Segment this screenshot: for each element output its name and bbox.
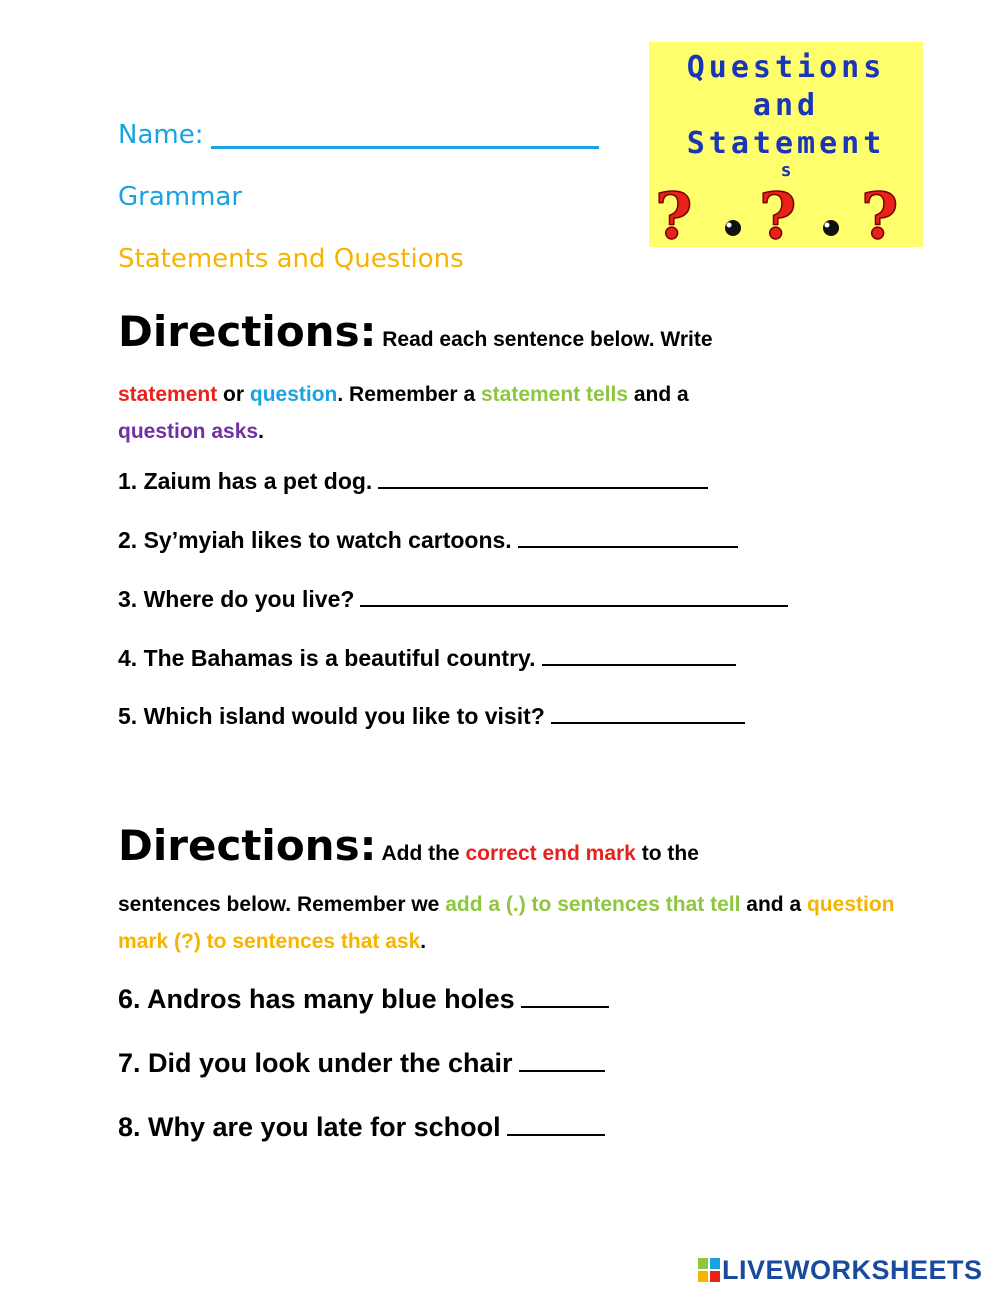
directions-2-text-b: to the	[641, 842, 699, 865]
topic-label: Statements and Questions	[118, 244, 464, 274]
answer-blank-7[interactable]	[519, 1052, 605, 1072]
logo-line-3: Statement	[686, 126, 886, 161]
directions-1-period: .	[258, 420, 264, 443]
item-5-text: 5. Which island would you like to visit?	[118, 703, 545, 729]
answer-blank-6[interactable]	[521, 988, 609, 1008]
directions-1	[118, 308, 878, 364]
question-marks-icon	[649, 180, 923, 247]
answer-blank-8[interactable]	[507, 1116, 605, 1136]
svg-text:?: ?	[655, 180, 693, 247]
directions-2-text-a: Add the	[381, 842, 460, 865]
directions-2	[118, 822, 878, 878]
directions-1-text-a: Read each sentence below. Write	[382, 328, 713, 351]
answer-blank-5[interactable]	[551, 704, 745, 724]
item-1-text: 1. Zaium has a pet dog.	[118, 468, 373, 494]
svg-text:?: ?	[861, 180, 899, 247]
directions-2-body	[118, 886, 908, 960]
list-item	[118, 703, 745, 730]
item-4-text: 4. The Bahamas is a beautiful country.	[118, 645, 536, 671]
item-2-text: 2. Sy’myiah likes to watch cartoons.	[118, 527, 512, 553]
word-statement: statement	[118, 383, 218, 406]
directions-1-heading: Directions:	[118, 307, 377, 356]
list-item	[118, 1112, 605, 1143]
list-item	[118, 586, 788, 613]
liveworksheets-brand	[698, 1255, 983, 1286]
svg-text:?: ?	[759, 180, 797, 247]
list-item	[118, 527, 738, 554]
correct-end-mark: correct end mark	[465, 842, 636, 865]
answer-blank-1[interactable]	[378, 469, 708, 489]
logo-line-1: Questions	[686, 50, 886, 85]
name-row	[118, 120, 599, 150]
question-mark-rule: question mark (?) to sentences that ask	[118, 893, 895, 953]
directions-2-text-c: sentences below. Remember we	[118, 893, 440, 916]
answer-blank-4[interactable]	[542, 646, 736, 666]
logo-line-4: s	[780, 160, 792, 181]
directions-1-body	[118, 376, 878, 450]
directions-2-period: .	[420, 930, 427, 953]
item-6-text: 6. Andros has many blue holes	[118, 984, 515, 1014]
answer-blank-3[interactable]	[360, 587, 788, 607]
list-item	[118, 468, 708, 495]
questions-statements-logo	[649, 42, 923, 247]
directions-1-text-b: . Remember a	[337, 383, 476, 406]
name-blank-line[interactable]	[211, 120, 599, 149]
directions-2-text-d: and a	[746, 893, 802, 916]
item-3-text: 3. Where do you live?	[118, 586, 355, 612]
subject-label: Grammar	[118, 182, 243, 212]
liveworksheets-logo-icon	[698, 1258, 720, 1282]
directions-2-heading: Directions:	[118, 821, 377, 870]
list-item	[118, 1048, 605, 1079]
statement-tells: statement tells	[480, 383, 629, 406]
word-question: question	[249, 383, 338, 406]
name-label: Name:	[118, 120, 204, 150]
question-asks: question asks	[118, 420, 259, 443]
directions-1-text-c: and a	[633, 383, 689, 406]
answer-blank-2[interactable]	[518, 528, 738, 548]
brand-text: LIVEWORKSHEETS	[722, 1255, 983, 1285]
logo-line-2: and	[752, 88, 820, 123]
add-period-rule: add a (.) to sentences that tell	[445, 893, 741, 916]
item-8-text: 8. Why are you late for school	[118, 1112, 501, 1142]
word-or: or	[223, 383, 245, 406]
list-item	[118, 645, 736, 672]
item-7-text: 7. Did you look under the chair	[118, 1048, 513, 1078]
list-item	[118, 984, 609, 1015]
